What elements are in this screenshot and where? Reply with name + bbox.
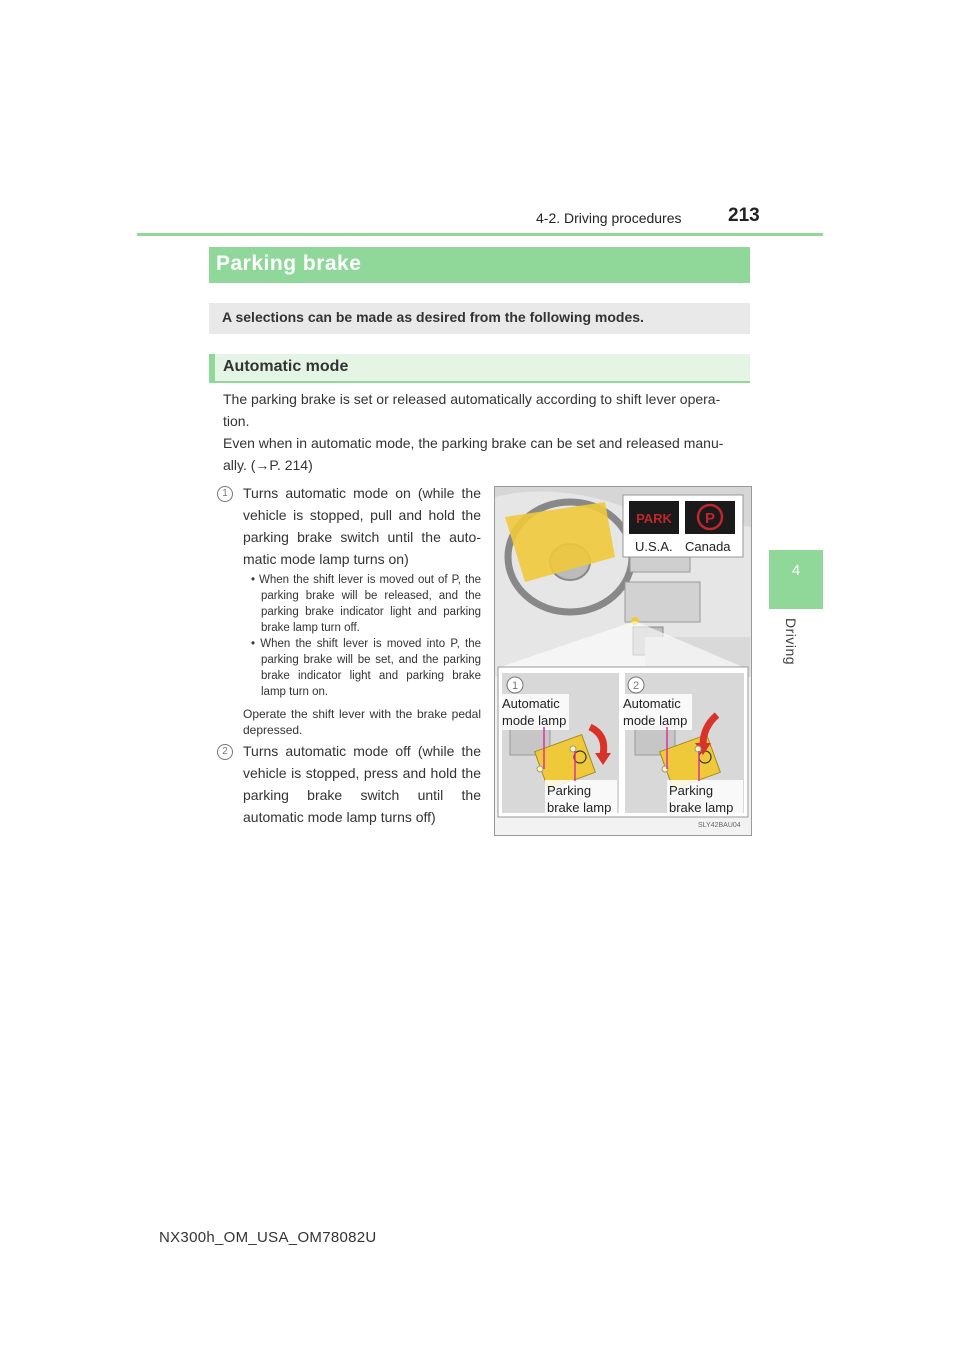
panel-1-auto-lamp bbox=[537, 766, 543, 772]
body-line-4: ally. (→P. 214) bbox=[223, 457, 313, 473]
step-1-note: Operate the shift lever with the brake pedal depressed. bbox=[243, 707, 481, 737]
figure-illustration bbox=[495, 487, 751, 835]
chapter-tab bbox=[769, 550, 823, 609]
chapter-header: 4-2. Driving procedures bbox=[536, 210, 682, 226]
chapter-tab-number: 4 bbox=[791, 562, 801, 579]
panel-2-park-label-line2: brake lamp bbox=[669, 800, 734, 815]
panel-2-number: 2 bbox=[632, 680, 640, 692]
body-line-3: Even when in automatic mode, the parking brake can be set and released manu- bbox=[223, 435, 724, 451]
panel-2-auto-label-line1: Automatic bbox=[623, 696, 681, 711]
step-1-notes bbox=[243, 572, 481, 738]
intro-text: A selections can be made as desired from the following modes. bbox=[222, 309, 644, 325]
chapter-tab-label: Driving bbox=[783, 618, 799, 666]
panel-1-park-label-line1: Parking bbox=[547, 783, 592, 798]
step-1-number: 1 bbox=[217, 486, 233, 502]
step-2-number: 2 bbox=[217, 744, 233, 760]
section-title: Parking brake bbox=[216, 252, 362, 275]
indicator-park-text: PARK bbox=[636, 511, 672, 526]
body-line-1: The parking brake is set or released automatically according to shift lever opera- bbox=[223, 391, 721, 407]
step-1-text: Turns automatic mode on (while the vehicle is stopped, pull and hold the parking brake switch until the auto-matic mode lamp turns on) bbox=[243, 485, 481, 567]
panel-1-auto-label-line1: Automatic bbox=[502, 696, 560, 711]
page-number: 213 bbox=[728, 205, 760, 226]
panel-2-park-label-line1: Parking bbox=[669, 783, 714, 798]
panel-2-auto-label-line2: mode lamp bbox=[623, 713, 688, 728]
label-usa: U.S.A. bbox=[635, 539, 673, 554]
subsection-title: Automatic mode bbox=[223, 358, 349, 375]
label-canada: Canada bbox=[685, 539, 731, 554]
figure-code: SLY42BAU04 bbox=[698, 822, 741, 829]
center-console bbox=[625, 582, 700, 622]
parking-brake-figure bbox=[494, 486, 752, 836]
indicator-p-text: P bbox=[704, 510, 716, 527]
panel-2-parking-lamp bbox=[695, 746, 701, 752]
panel-1-number: 1 bbox=[511, 680, 519, 692]
document-code-footer: NX300h_OM_USA_OM78082U bbox=[159, 1229, 377, 1246]
body-line-2: tion. bbox=[223, 413, 250, 429]
panel-1-auto-label-line2: mode lamp bbox=[502, 713, 567, 728]
header-rule bbox=[137, 233, 823, 236]
step-1-bullet-1: • When the shift lever is moved out of P, the parking brake will be released, and the parking brake indicator light and parking brake lamp turn off. bbox=[251, 574, 481, 634]
subsection-accent bbox=[209, 354, 215, 383]
step-2-text: Turns automatic mode off (while the vehicle is stopped, press and hold the parking brake switch until the automatic mode lamp turns off) bbox=[243, 743, 481, 825]
step-1-bullet-2: • When the shift lever is moved into P, the parking brake will be set, and the parking brake indicator light and parking brake lamp turn on. bbox=[251, 638, 481, 698]
panel-1-park-label-line2: brake lamp bbox=[547, 800, 612, 815]
